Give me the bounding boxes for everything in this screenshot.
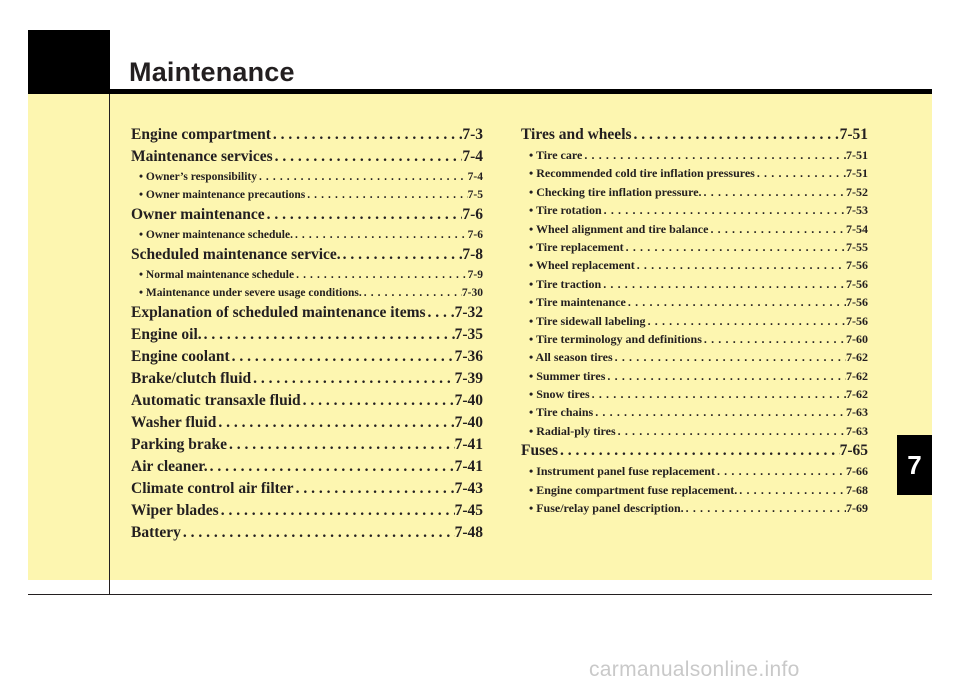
- toc-page-number: 7-69: [846, 501, 868, 516]
- toc-subentry[interactable]: [521, 275, 868, 293]
- toc-page-number: 7-41: [454, 458, 483, 475]
- toc-page-number: 7-30: [461, 287, 483, 299]
- toc-leader-dots: [684, 499, 846, 517]
- toc-leader-dots: [251, 368, 454, 390]
- toc-entry-label: Brake/clutch fluid: [131, 370, 252, 387]
- toc-leader-dots: [362, 284, 462, 302]
- toc-subentry[interactable]: [521, 238, 868, 256]
- toc-page-number: 7-6: [467, 229, 483, 241]
- toc-leader-dots: [341, 244, 463, 266]
- toc-subentry[interactable]: [521, 201, 868, 219]
- toc-subentry[interactable]: [521, 312, 868, 330]
- toc-entry[interactable]: [131, 244, 483, 266]
- toc-subentry[interactable]: [521, 183, 868, 201]
- toc-page-number: 7-56: [846, 276, 868, 291]
- toc-entry-label: Battery: [131, 524, 181, 541]
- toc-entry-label: • All season tires: [529, 350, 613, 365]
- toc-page-number: 7-56: [846, 258, 868, 273]
- toc-leader-dots: [230, 346, 455, 368]
- toc-leader-dots: [590, 385, 846, 403]
- toc-page-number: 7-56: [846, 313, 868, 328]
- toc-leader-dots: [305, 186, 467, 204]
- toc-leader-dots: [208, 456, 455, 478]
- toc-leader-dots: [708, 220, 846, 238]
- toc-subentry[interactable]: [131, 226, 483, 244]
- toc-entry-label: • Checking tire inflation pressure.: [529, 184, 702, 199]
- toc-leader-dots: [601, 275, 846, 293]
- toc-entry-label: Climate control air filter: [131, 480, 294, 497]
- toc-entry[interactable]: [131, 124, 483, 146]
- toc-entry-label: • Tire replacement: [529, 239, 624, 254]
- toc-subentry[interactable]: [131, 186, 483, 204]
- toc-entry[interactable]: [131, 500, 483, 522]
- toc-leader-dots: [624, 238, 846, 256]
- toc-entry[interactable]: [131, 522, 483, 544]
- toc-leader-dots: [613, 348, 846, 366]
- toc-page-number: 7-51: [839, 126, 868, 143]
- toc-page-number: 7-3: [462, 126, 483, 143]
- toc-leader-dots: [635, 256, 846, 274]
- toc-entry[interactable]: [131, 456, 483, 478]
- toc-page-number: 7-51: [846, 148, 868, 162]
- toc-leader-dots: [626, 293, 846, 311]
- toc-entry-label: • Owner maintenance schedule.: [139, 229, 293, 241]
- toc-subentry[interactable]: [521, 220, 868, 238]
- toc-page-number: 7-6: [462, 206, 483, 223]
- toc-entry-label: • Tire rotation: [529, 203, 602, 218]
- toc-leader-dots: [227, 434, 455, 456]
- toc-page-number: 7-40: [454, 414, 483, 431]
- toc-subentry[interactable]: [131, 168, 483, 186]
- toc-page-number: 7-32: [454, 304, 483, 321]
- toc-entry[interactable]: [521, 440, 868, 462]
- toc-leader-dots: [294, 478, 455, 500]
- toc-entry-label: • Recommended cold tire inflation pressures: [529, 166, 755, 181]
- toc-entry-label: Fuses: [521, 442, 559, 460]
- toc-entry[interactable]: [131, 204, 483, 226]
- header-black-block: [28, 30, 110, 94]
- toc-page-number: 7-9: [467, 269, 483, 281]
- toc-page-number: 7-48: [454, 524, 483, 541]
- toc-page-number: 7-62: [846, 387, 868, 402]
- toc-page-number: 7-56: [846, 295, 868, 310]
- toc-page-number: 7-45: [454, 502, 483, 519]
- toc-page-number: 7-53: [846, 203, 868, 218]
- toc-leader-dots: [755, 164, 846, 182]
- toc-leader-dots: [593, 403, 846, 421]
- toc-entry[interactable]: [131, 434, 483, 456]
- watermark: carmanualsonline.info: [589, 658, 800, 681]
- toc-entry-label: Engine compartment: [131, 126, 271, 143]
- toc-leader-dots: [702, 183, 846, 201]
- toc-entry-label: Owner maintenance: [131, 206, 265, 223]
- toc-leader-dots: [616, 422, 846, 440]
- toc-leader-dots: [715, 462, 846, 480]
- toc-entry-label: Parking brake: [131, 436, 228, 453]
- bottom-rule: [28, 594, 932, 595]
- toc-subentry[interactable]: [521, 164, 868, 182]
- toc-leader-dots: [219, 500, 455, 522]
- toc-page-number: 7-39: [454, 370, 483, 387]
- toc-leader-dots: [632, 124, 840, 146]
- toc-leader-dots: [737, 481, 846, 499]
- toc-entry-label: • Tire sidewall labeling: [529, 313, 646, 328]
- toc-entry[interactable]: [131, 368, 483, 390]
- toc-entry-label: • Instrument panel fuse replacement: [529, 464, 715, 479]
- toc-entry-label: • Tire terminology and definitions: [529, 331, 702, 346]
- toc-page-number: 7-62: [846, 350, 868, 365]
- toc-entry[interactable]: [131, 346, 483, 368]
- toc-subentry[interactable]: [521, 422, 868, 440]
- toc-page-number: 7-66: [846, 464, 868, 479]
- toc-subentry[interactable]: [521, 481, 868, 499]
- toc-entry-label: • Fuse/relay panel description.: [529, 501, 684, 516]
- toc-entry-label: Tires and wheels: [521, 126, 632, 143]
- toc-entry-label: • Tire care: [529, 148, 583, 162]
- toc-leader-dots: [646, 312, 846, 330]
- toc-entry-label: Wiper blades: [131, 502, 219, 519]
- toc-entry-label: • Owner maintenance precautions: [139, 189, 306, 201]
- toc-entry-label: Maintenance services: [131, 148, 273, 165]
- toc-leader-dots: [216, 412, 454, 434]
- toc-entry-label: • Wheel alignment and tire balance: [529, 221, 709, 236]
- toc-page-number: 7-51: [846, 166, 868, 181]
- toc-page-number: 7-41: [454, 436, 483, 453]
- margin-rule: [109, 94, 110, 595]
- toc-page-number: 7-68: [846, 482, 868, 497]
- toc-entry-label: • Tire traction: [529, 276, 602, 291]
- toc-page-number: 7-54: [846, 221, 868, 236]
- toc-subentry[interactable]: [521, 293, 868, 311]
- toc-subentry[interactable]: [521, 348, 868, 366]
- toc-entry-label: • Tire chains: [529, 405, 594, 420]
- toc-left-column: [131, 124, 483, 544]
- toc-page-number: 7-4: [462, 148, 483, 165]
- toc-entry[interactable]: [131, 146, 483, 168]
- toc-entry[interactable]: [131, 390, 483, 412]
- toc-subentry[interactable]: [131, 266, 483, 284]
- toc-right-column: [521, 124, 868, 517]
- toc-leader-dots: [605, 367, 846, 385]
- page-title: Maintenance: [129, 57, 295, 87]
- toc-entry-label: • Normal maintenance schedule: [139, 269, 295, 281]
- toc-subentry[interactable]: [131, 284, 483, 302]
- toc-page-number: 7-36: [454, 348, 483, 365]
- toc-subentry[interactable]: [521, 330, 868, 348]
- toc-entry-label: Automatic transaxle fluid: [131, 392, 301, 409]
- chapter-tab[interactable]: 7: [897, 435, 932, 495]
- toc-entry[interactable]: [131, 412, 483, 434]
- toc-leader-dots: [702, 330, 846, 348]
- toc-page-number: 7-55: [846, 239, 868, 254]
- toc-page-number: 7-5: [467, 189, 483, 201]
- toc-entry[interactable]: [131, 478, 483, 500]
- toc-leader-dots: [426, 302, 455, 324]
- toc-entry-label: • Tire maintenance: [529, 295, 626, 310]
- toc-page-number: 7-8: [462, 246, 483, 263]
- toc-entry[interactable]: [131, 324, 483, 346]
- toc-page-number: 7-52: [846, 184, 868, 199]
- toc-leader-dots: [294, 266, 468, 284]
- toc-entry-label: • Maintenance under severe usage conditions.: [139, 287, 362, 299]
- toc-entry-label: Engine coolant: [131, 348, 230, 365]
- toc-entry-label: • Owner’s responsibility: [139, 171, 257, 183]
- toc-leader-dots: [265, 204, 463, 226]
- toc-entry-label: Air cleaner.: [131, 458, 208, 475]
- toc-subentry[interactable]: [521, 403, 868, 421]
- toc-entry-label: • Wheel replacement: [529, 258, 635, 273]
- toc-entry-label: • Radial-ply tires: [529, 423, 616, 438]
- toc-page-number: 7-63: [846, 423, 868, 438]
- toc-entry[interactable]: [521, 124, 868, 146]
- toc-entry-label: Scheduled maintenance service.: [131, 246, 341, 263]
- toc-page-number: 7-43: [454, 480, 483, 497]
- toc-leader-dots: [202, 324, 455, 346]
- toc-leader-dots: [293, 226, 468, 244]
- toc-leader-dots: [602, 201, 846, 219]
- toc-entry-label: Engine oil.: [131, 326, 202, 343]
- toc-leader-dots: [582, 146, 846, 164]
- toc-leader-dots: [271, 124, 462, 146]
- toc-leader-dots: [181, 522, 455, 544]
- toc-subentry[interactable]: [521, 462, 868, 480]
- toc-entry-label: • Engine compartment fuse replacement.: [529, 482, 738, 497]
- toc-subentry[interactable]: [521, 499, 868, 517]
- toc-subentry[interactable]: [521, 385, 868, 403]
- toc-leader-dots: [558, 440, 840, 462]
- toc-subentry[interactable]: [521, 367, 868, 385]
- toc-entry-label: • Summer tires: [529, 368, 606, 383]
- toc-page-number: 7-62: [846, 368, 868, 383]
- toc-leader-dots: [257, 168, 468, 186]
- toc-entry[interactable]: [131, 302, 483, 324]
- toc-page-number: 7-63: [846, 405, 868, 420]
- toc-page-number: 7-35: [454, 326, 483, 343]
- toc-page-number: 7-4: [467, 171, 483, 183]
- toc-page-number: 7-40: [454, 392, 483, 409]
- toc-page-number: 7-65: [839, 442, 868, 460]
- toc-subentry[interactable]: [521, 146, 868, 164]
- toc-page-number: 7-60: [846, 331, 868, 346]
- toc-leader-dots: [273, 146, 463, 168]
- toc-leader-dots: [301, 390, 455, 412]
- toc-entry-label: Explanation of scheduled maintenance items: [131, 304, 426, 321]
- toc-entry-label: • Snow tires: [529, 387, 590, 402]
- toc-entry-label: Washer fluid: [131, 414, 217, 431]
- toc-subentry[interactable]: [521, 256, 868, 274]
